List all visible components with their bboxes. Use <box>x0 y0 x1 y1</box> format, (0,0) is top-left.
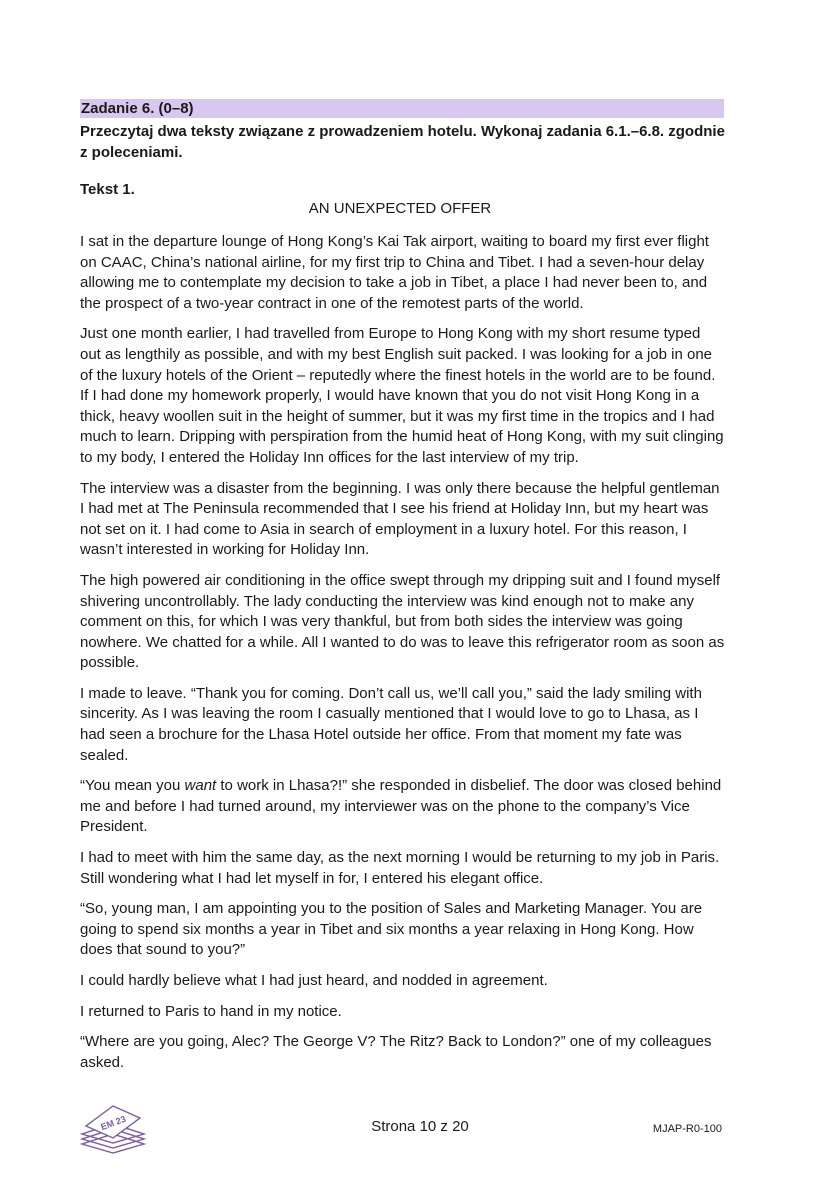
text-label: Tekst 1. <box>80 181 135 198</box>
paragraph: “So, young man, I am appointing you to the position of Sales and Marketing Manager. You are going to spend six months a year in Tibet and six months a year relaxing in Hong Kong. How does that sound to you?” <box>80 900 703 959</box>
paragraph-part: to work in Lhasa?!” she responded in disbelief. The door was closed behind me and before I had turned around, my interviewer was on the phone to the company’s Vice President. <box>80 777 722 836</box>
task-instruction: Przeczytaj dwa teksty związane z prowadzeniem hotelu. Wykonaj zadania 6.1.–6.8. zgodnie z poleceniami. <box>80 123 725 161</box>
paragraph: I made to leave. “Thank you for coming. Don’t call us, we’ll call you,” said the lady smiling with sincerity. As I was leaving the room I casually mentioned that I would love to go to Lhasa, as I had seen a brochure for the Lhasa Hotel outside her office. From that moment my fate was sealed. <box>80 684 702 764</box>
paragraph: Just one month earlier, I had travelled from Europe to Hong Kong with my short resume typed out as lengthily as possible, and with my best English suit packed. I was looking for a job in one of the luxury hotels of the Orient – reputedly where the finest hotels in the world are to be found. If I had done my homework properly, I would have known that you do not visit Hong Kong in a thick, heavy woollen suit in the height of summer, but it was my first time in the tropics and I had much to learn. Dripping with perspiration from the humid heat of Hong Kong, with my suit clinging to my body, I entered the Holiday Inn offices for the last interview of my trip. <box>80 325 724 466</box>
paragraph: “Where are you going, Alec? The George V? The Ritz? Back to London?” one of my colleagues asked. <box>80 1033 712 1071</box>
paragraph: The interview was a disaster from the beginning. I was only there because the helpful gentleman I had met at The Peninsula recommended that I see his friend at Holiday Inn, but my heart was not set on it. I had come to Asia in search of employment in a luxury hotel. For this reason, I wasn’t interested in working for Holiday Inn. <box>80 479 720 559</box>
emphasis: want <box>184 777 217 795</box>
paragraph: I sat in the departure lounge of Hong Kong’s Kai Tak airport, waiting to board my first ever flight on CAAC, China’s national airline, for my first trip to China and Tibet. I had a seven-hour delay allowing me to contemplate my decision to take a job in Tibet, a place I had never been to, and the prospect of a two-year contract in one of the remotest parts of the world. <box>80 233 709 312</box>
paragraph <box>80 776 725 838</box>
paragraph: I could hardly believe what I had just heard, and nodded in agreement. <box>80 972 548 989</box>
text-body <box>80 232 725 1083</box>
page-number: Strona 10 z 20 <box>371 1118 469 1135</box>
paragraph: I returned to Paris to hand in my notice. <box>80 1002 342 1020</box>
exam-code: MJAP-R0-100 <box>652 1123 722 1135</box>
paragraph: The high powered air conditioning in the office swept through my dripping suit and I found myself shivering uncontrollably. The lady conducting the interview was kind enough not to make any comment on this, for which I was very thankful, but from both sides the interview was going nowhere. We chatted for a while. All I wanted to do was to leave this refrigerator room as soon as possible. <box>80 571 725 672</box>
logo-text: EM 23 <box>99 1113 128 1133</box>
task-header: Zadanie 6. (0–8) <box>80 99 724 118</box>
paragraph-part: “You mean you <box>80 777 185 795</box>
text-title: AN UNEXPECTED OFFER <box>308 200 492 217</box>
paragraph: I had to meet with him the same day, as the next morning I would be returning to my job in Paris. Still wondering what I had let myself in for, I entered his elegant office. <box>80 849 720 887</box>
